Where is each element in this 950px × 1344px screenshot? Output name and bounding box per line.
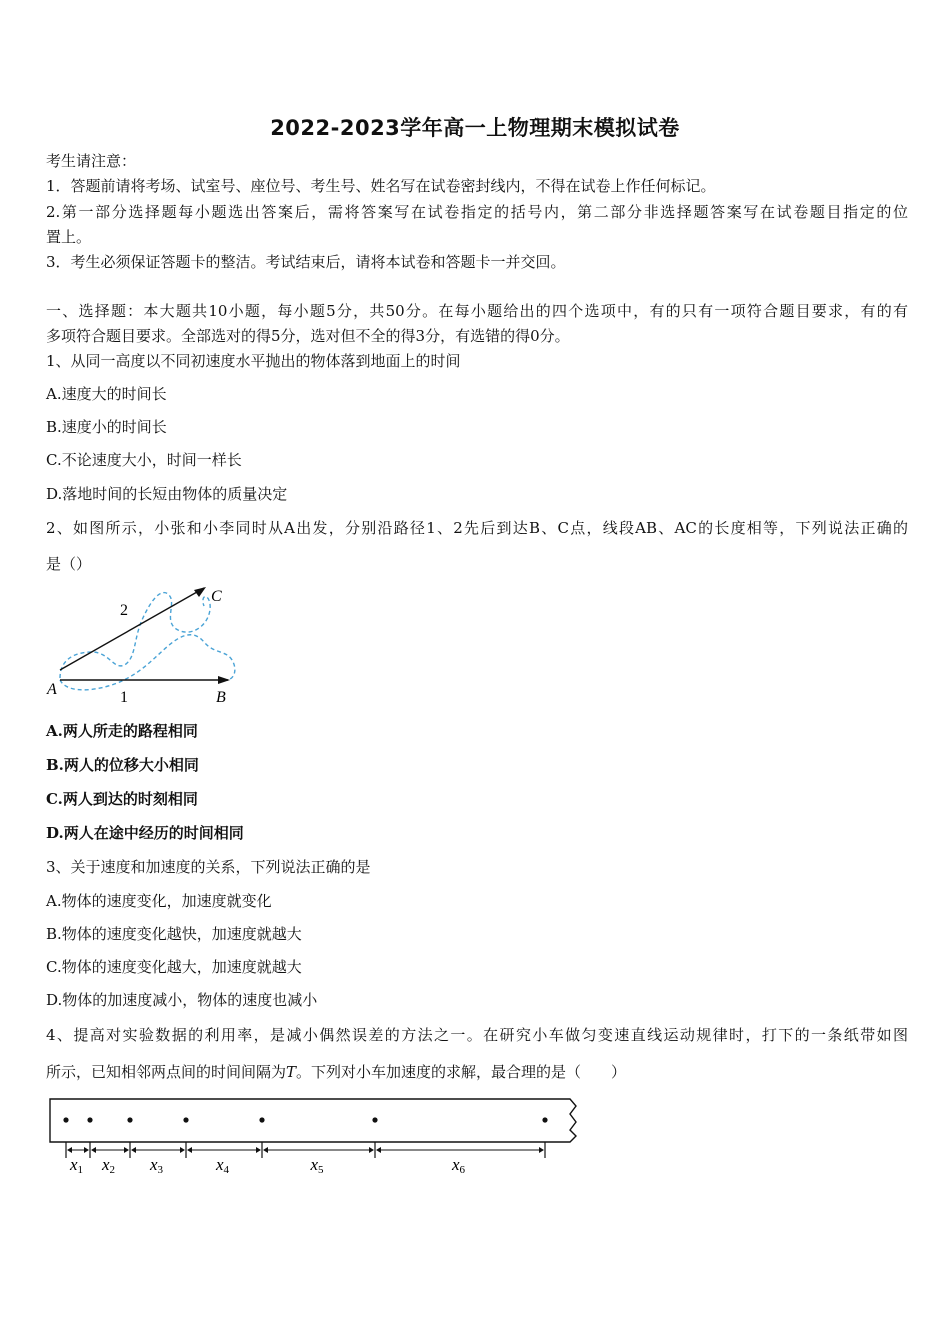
interval-arrow-right-1 <box>84 1147 89 1153</box>
label-path-2: 2 <box>120 602 128 619</box>
tape-dot-2 <box>87 1117 92 1122</box>
tape-dot-5 <box>259 1117 264 1122</box>
tape-ticks <box>66 1142 545 1158</box>
q2-option-a: A.两人所走的路程相同 <box>46 722 198 740</box>
tape-dot-3 <box>127 1117 132 1122</box>
section-instructions-line2: 多项符合题目要求。全部选对的得5分，选对但不全的得3分，有选错的得0分。 <box>46 327 570 345</box>
interval-arrow-left-6 <box>376 1147 381 1153</box>
interval-label-x4: x4 <box>216 1155 230 1176</box>
q3-option-b: B.物体的速度变化越快，加速度就越大 <box>46 925 302 943</box>
q2-stem-line1: 2、如图所示，小张和小李同时从A出发，分别沿路径1、2先后到达B、C点，线段AB、AC的长度相等，下列说法正确的 <box>46 519 908 537</box>
tape-dot-7 <box>542 1117 547 1122</box>
path-1-curve <box>60 635 235 690</box>
notice-item-1: 1．答题前请将考场、试室号、座位号、考生号、姓名写在试卷密封线内，不得在试卷上作任何标记。 <box>46 177 716 195</box>
interval-arrow-right-2 <box>124 1147 129 1153</box>
q1-option-b: B.速度小的时间长 <box>46 418 167 436</box>
interval-arrow-left-1 <box>67 1147 72 1153</box>
q1-option-d: D.落地时间的长短由物体的质量决定 <box>46 485 288 503</box>
notice-heading: 考生请注意： <box>46 152 137 170</box>
interval-label-x5: x5 <box>310 1155 324 1176</box>
q2-stem-line2: 是（） <box>46 555 92 573</box>
q3-option-d: D.物体的加速度减小，物体的速度也减小 <box>46 991 318 1009</box>
q2-option-b: B.两人的位移大小相同 <box>46 756 199 774</box>
tape-labels <box>69 1155 466 1176</box>
notice-item-2: 2.第一部分选择题每小题选出答案后，需将答案写在试卷指定的括号内，第二部分非选择题答案写在试卷题目指定的位 <box>46 203 908 221</box>
q3-option-a: A.物体的速度变化，加速度就变化 <box>46 892 272 910</box>
interval-label-x2: x2 <box>102 1155 116 1176</box>
label-b: B <box>216 689 226 706</box>
q1-option-a: A.速度大的时间长 <box>46 385 167 403</box>
q4-stem-pre: 所示，已知相邻两点间的时间间隔为 <box>46 1063 287 1081</box>
interval-arrow-left-2 <box>91 1147 96 1153</box>
q2-path-diagram <box>44 580 244 710</box>
q4-paper-tape-diagram <box>44 1094 584 1176</box>
notice-item-2-cont: 置上。 <box>46 228 92 246</box>
label-a: A <box>47 681 57 698</box>
displacement-ac-arrow <box>60 588 204 670</box>
q4-stem-post: 。下列对小车加速度的求解，最合理的是（ ） <box>296 1063 627 1081</box>
interval-arrow-right-6 <box>539 1147 544 1153</box>
label-path-1: 1 <box>120 689 128 706</box>
tape-dots <box>63 1117 547 1122</box>
tape-dot-4 <box>183 1117 188 1122</box>
q2-option-c: C.两人到达的时刻相同 <box>46 790 198 808</box>
q2-option-d: D.两人在途中经历的时间相同 <box>46 824 244 842</box>
interval-label-x1: x1 <box>70 1155 84 1176</box>
q4-stem-line2 <box>46 1062 908 1082</box>
tape-dot-6 <box>372 1117 377 1122</box>
interval-arrow-right-3 <box>180 1147 185 1153</box>
section-instructions-line1: 一、选择题：本大题共10小题，每小题5分，共50分。在每小题给出的四个选项中，有的只有一项符合题目要求，有的有 <box>46 302 908 320</box>
tape-dot-1 <box>63 1117 68 1122</box>
page-title: 2022-2023学年高一上物理期末模拟试卷 <box>270 116 680 140</box>
interval-arrow-right-5 <box>369 1147 374 1153</box>
interval-arrow-left-5 <box>263 1147 268 1153</box>
interval-arrow-left-4 <box>187 1147 192 1153</box>
interval-label-x3: x3 <box>150 1155 164 1176</box>
q3-option-c: C.物体的速度变化越大，加速度就越大 <box>46 958 302 976</box>
q3-stem: 3、关于速度和加速度的关系，下列说法正确的是 <box>46 858 371 876</box>
arrowhead-c <box>194 587 206 597</box>
interval-arrow-right-4 <box>256 1147 261 1153</box>
label-c: C <box>211 588 222 605</box>
q1-option-c: C.不论速度大小，时间一样长 <box>46 451 242 469</box>
q1-stem: 1、从同一高度以不同初速度水平抛出的物体落到地面上的时间 <box>46 352 461 370</box>
q4-stem-line1: 4、提高对实验数据的利用率，是减小偶然误差的方法之一。在研究小车做匀变速直线运动规律时，打下的一条纸带如图 <box>46 1026 908 1044</box>
interval-label-x6: x6 <box>452 1155 466 1176</box>
interval-arrow-left-3 <box>131 1147 136 1153</box>
notice-item-3: 3．考生必须保证答题卡的整洁。考试结束后，请将本试卷和答题卡一并交回。 <box>46 253 566 271</box>
q4-stem-var: T <box>286 1063 297 1081</box>
arrowhead-b <box>218 676 230 684</box>
